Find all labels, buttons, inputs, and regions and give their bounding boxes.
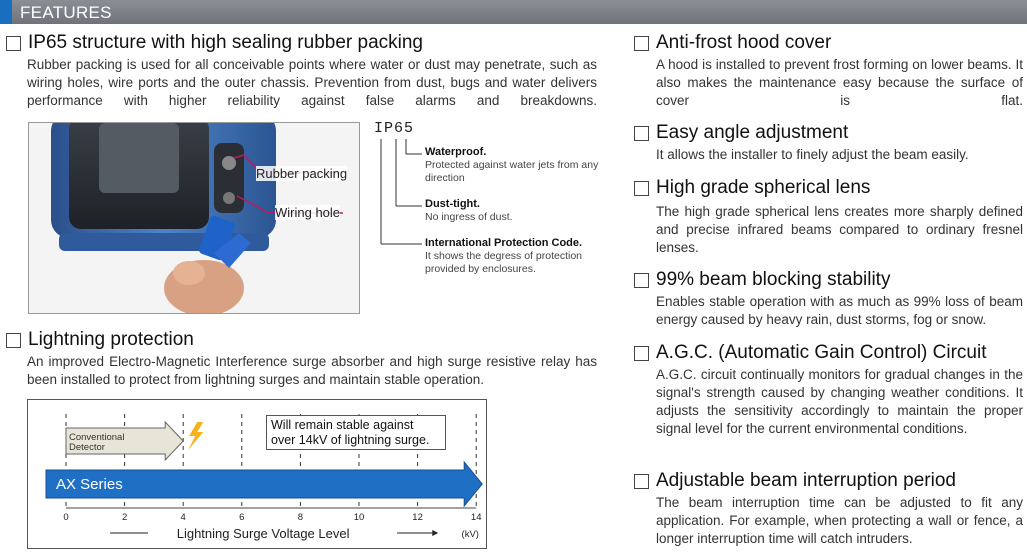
feature-title-lens: High grade spherical lens: [656, 177, 871, 198]
bar-label-ax-series: AX Series: [56, 476, 123, 493]
x-tick-label: 10: [353, 512, 365, 523]
feature-title-interruption: Adjustable beam interruption period: [656, 470, 956, 491]
feature-checkbox: [634, 126, 649, 141]
x-tick-label: 4: [180, 512, 186, 523]
ip-code-diagram: [372, 120, 612, 300]
surge-voltage-chart: [27, 399, 487, 549]
feature-title-lightning: Lightning protection: [28, 329, 194, 350]
x-tick-label: 0: [63, 512, 69, 523]
axis-arrow-head: [432, 530, 438, 536]
feature-body-lightning: An improved Electro-Magnetic Interference surge absorber and high surge resistive relay has been installed to protect from lightning surges and maintain stable operation.: [27, 354, 597, 387]
feature-body-anti-frost: A hood is installed to prevent frost forming on lower beams. It also makes the maintenance easy because the surface of cover is flat.: [656, 57, 1023, 108]
feature-body-agc: A.G.C. circuit continually monitors for gradual changes in the signal's strength caused by changing weather conditions. It adjusts the sensitivity accordingly to maintain the proper signal level for the current environmental conditions.: [656, 367, 1023, 436]
x-axis-unit: (kV): [461, 529, 479, 540]
feature-checkbox: [634, 273, 649, 288]
x-tick-label: 6: [239, 512, 245, 523]
ip-desc-waterproof: Protected against water jets from any direction: [425, 159, 599, 184]
chart-annotation: Will remain stable against over 14kV of lightning surge.: [266, 415, 446, 450]
feature-body-beam-blocking: Enables stable operation with as much as 99% loss of beam energy caused by heavy rain, dust storms, fog or snow.: [656, 294, 1023, 327]
feature-body-ip65: Rubber packing is used for all conceivable points where water or dust may penetrate, such as wiring holes, wire ports and the outer chassis. Prevention from dust, bugs and water delivers performance with higher reliability against false alarms and breakdowns.: [27, 57, 597, 108]
feature-body-angle: It allows the installer to finely adjust the beam easily.: [656, 147, 969, 162]
photo-label-wiring-hole: Wiring hole: [275, 205, 341, 220]
header-accent: [0, 0, 12, 24]
x-tick-label: 14: [470, 512, 482, 523]
feature-title-agc: A.G.C. (Automatic Gain Control) Circuit: [656, 342, 987, 363]
ip-desc-dust-tight: No ingress of dust.: [425, 211, 513, 223]
ip-label-waterproof: Waterproof.: [425, 146, 487, 158]
feature-title-angle: Easy angle adjustment: [656, 122, 849, 143]
section-title: FEATURES: [20, 3, 112, 22]
x-tick-label: 2: [121, 512, 128, 523]
feature-checkbox: [634, 181, 649, 196]
feature-checkbox: [6, 333, 21, 348]
bar-label-detector: Detector: [69, 442, 105, 453]
ip-label-dust-tight: Dust-tight.: [425, 198, 480, 210]
x-tick-label: 12: [412, 512, 423, 523]
feature-checkbox: [6, 36, 21, 51]
ip-code: IP65: [374, 120, 415, 137]
photo-label-rubber-packing: Rubber packing: [256, 166, 348, 181]
features-header-bar: [0, 0, 1027, 24]
feature-checkbox: [634, 346, 649, 361]
lightning-bolt-icon: [188, 422, 203, 450]
ip-desc-protection-code: It shows the degress of protection provided by enclosures.: [425, 250, 583, 275]
feature-body-lens: The high grade spherical lens creates more sharply defined and precise infrared beams compared to ordinary fresnel lenses.: [656, 204, 1023, 255]
feature-body-interruption: The beam interruption time can be adjusted to fit any application. For example, when protecting a wall or fence, a longer interruption time will catch intruders.: [656, 495, 1023, 546]
product-photo: [28, 122, 360, 314]
feature-checkbox: [634, 474, 649, 489]
feature-title-ip65: IP65 structure with high sealing rubber packing: [28, 32, 424, 53]
x-axis-label: Lightning Surge Voltage Level: [176, 526, 350, 541]
feature-title-beam-blocking: 99% beam blocking stability: [656, 269, 891, 290]
feature-checkbox: [634, 36, 649, 51]
feature-title-anti-frost: Anti-frost hood cover: [656, 32, 832, 53]
ip-label-protection-code: International Protection Code.: [425, 237, 583, 249]
x-tick-label: 8: [297, 512, 304, 523]
bar-label-conventional: Conventional: [69, 432, 125, 443]
